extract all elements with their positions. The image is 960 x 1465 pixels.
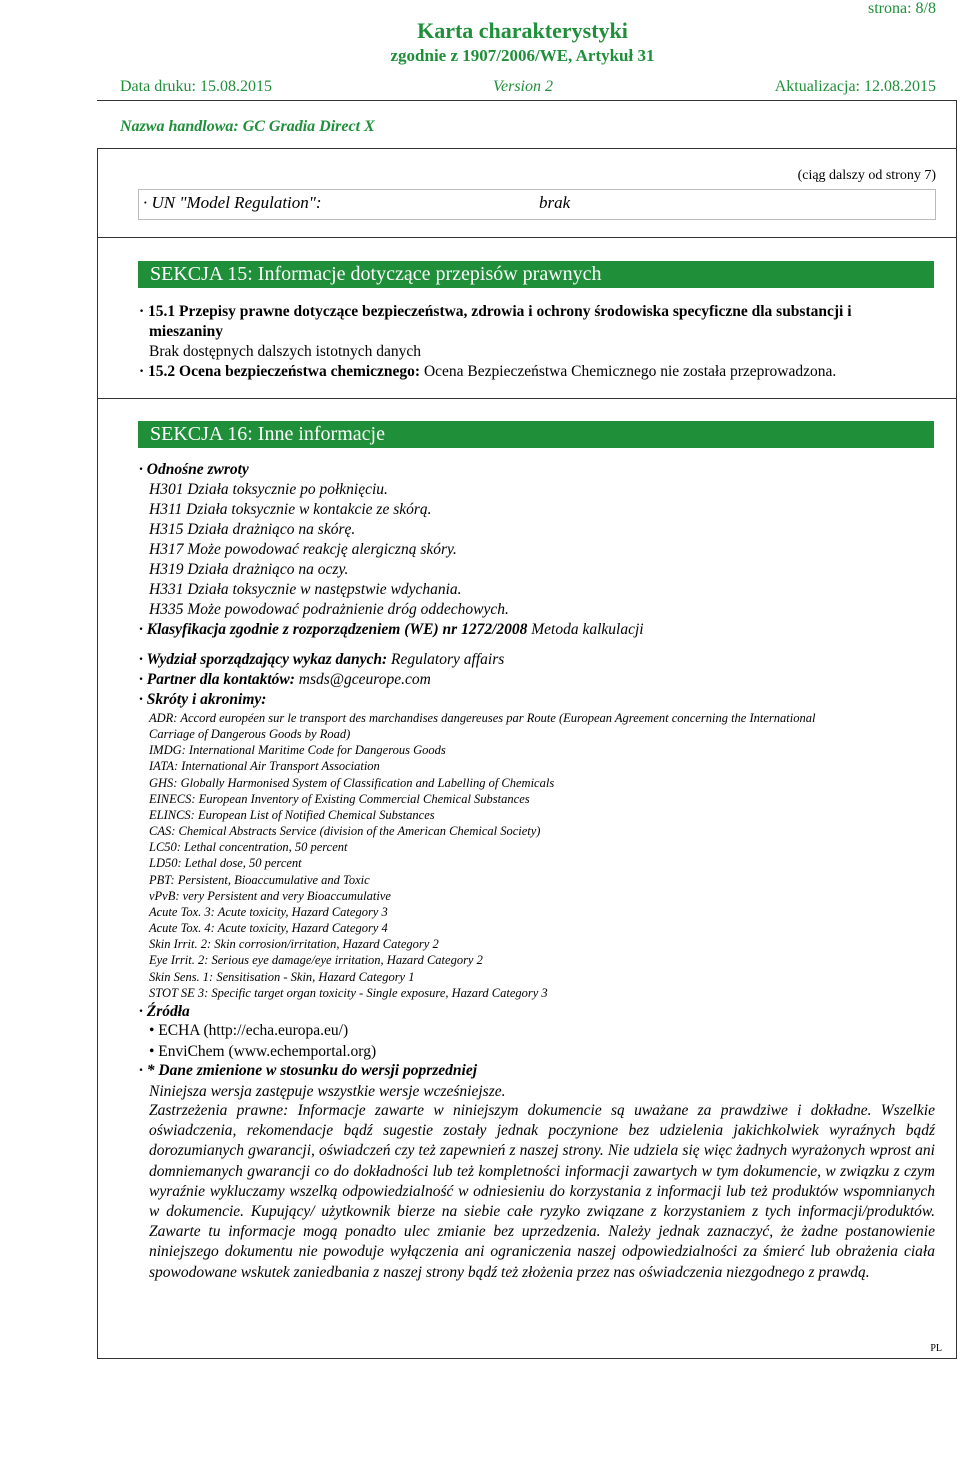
s15-line-1: · 15.1 Przepisy prawne dotyczące bezpieczeństwa, zdrowia i ochrony środowiska specyficzne dla substancji i [139,303,852,320]
abbr-stot-se: STOT SE 3: Specific target organ toxicity - Single exposure, Hazard Category 3 [149,986,548,1000]
abbr-imdg: IMDG: International Maritime Code for Dangerous Goods [149,743,446,757]
abbr-elincs: ELINCS: European List of Notified Chemical Substances [149,808,435,822]
classification-label: · Klasyfikacja zgodnie z rozporządzeniem (WE) nr 1272/2008 [139,621,528,638]
s15-csa-label: · 15.2 Ocena bezpieczeństwa chemicznego: [139,363,421,380]
sources-label: · Źródła [139,1003,190,1020]
contact-line [139,670,431,690]
s15-line-4 [139,362,836,382]
header-rule [97,100,957,101]
abbr-acute-tox-4: Acute Tox. 4: Acute toxicity, Hazard Category 4 [149,921,388,935]
abbr-ghs: GHS: Globally Harmonised System of Classification and Labelling of Chemicals [149,776,555,790]
abbr-adr-1: ADR: Accord européen sur le transport des marchandises dangereuses par Route (European Agreement concerning the International [149,711,816,725]
abbr-label: · Skróty i akronimy: [139,691,267,708]
s15-line-3: Brak dostępnych dalszych istotnych danych [149,343,422,360]
version-label: Version 2 [493,78,553,95]
abbr-skin-irrit: Skin Irrit. 2: Skin corrosion/irritation, Hazard Category 2 [149,937,439,951]
dept-label: · Wydział sporządzający wykaz danych: [139,651,388,668]
contact-email: msds@gceurope.com [294,671,431,688]
disclaimer-paragraph: Zastrzeżenia prawne: Informacje zawarte w niniejszym dokumencie są uważane za prawdziwe i dokładne. Wszelkie oświadczenia, rekomendacje bądź sugestie zostały jednak poczynione bez udzielenia jakichkolwiek wyraźnych bądź dorozumianych gwarancji, oświadczeń czy też zapewnień z naszej strony. Nie udziela się więc żadnych wyrażonych wprost ani domniemanych gwarancji co do dokładności lub też kompletności informacji zawartych w tym dokumencie, w związku z czym wyraźnie wykluczamy wszelką odpowiedzialność w odniesieniu do korzystania z informacji lub też produktów wspomnianych w dokumencie. Kupujący/ użytkownik bierze na siebie całe ryzyko związane z korzystaniem z tych informacji/produktów. Zawarte tu informacje mogą ponadto ulec zmianie bez uprzedzenia. Należy jednak zaznaczyć, że żadne postanowienie niniejszego dokumentu nie powoduje wyłączenia ani ograniczenia naszej odpowiedzialności za śmierć lub obrażenia ciała spowodowane wskutek zaniedbania z naszej strony bądź też złożenia przez nas oświadczenia niezgodnego z prawdą. [149,1102,935,1281]
abbr-iata: IATA: International Air Transport Association [149,759,380,773]
document-subtitle: zgodnie z 1907/2006/WE, Artykuł 31 [390,46,655,65]
phrase-h317: H317 Może powodować reakcję alergiczną skóry. [149,541,457,558]
phrase-h315: H315 Działa drażniąco na skórę. [149,521,356,538]
print-date: Data druku: 15.08.2015 [120,78,272,95]
source-envichem: • EnviChem (www.echemportal.org) [149,1043,377,1060]
changes-label: · * Dane zmienione w stosunku do wersji poprzedniej [139,1062,478,1079]
changes-value: Niniejsza wersja zastępuje wszystkie wersje wcześniejsze. [149,1083,506,1100]
abbr-eye-irrit: Eye Irrit. 2: Serious eye damage/eye irritation, Hazard Category 2 [149,953,483,967]
right-margin-line [956,100,957,1358]
phrases-label: · Odnośne zwroty [139,461,249,478]
document-title: Karta charakterystyki [417,18,628,43]
page-number: strona: 8/8 [868,0,936,17]
continued-note: (ciąg dalszy od strony 7) [797,168,936,183]
dept-line [139,650,504,670]
un-model-value: brak [539,193,571,212]
footer-rule [97,1358,957,1359]
abbr-ld50: LD50: Lethal dose, 50 percent [149,856,302,870]
dept-value: Regulatory affairs [387,651,505,668]
abbr-vpvb: vPvB: very Persistent and very Bioaccumulative [149,889,391,903]
source-echa: • ECHA (http://echa.europa.eu/) [149,1022,349,1039]
language-tag: PL [930,1343,942,1354]
abbr-skin-sens: Skin Sens. 1: Sensitisation - Skin, Hazard Category 1 [149,970,415,984]
section-15-heading: SEKCJA 15: Informacje dotyczące przepisów prawnych [138,261,934,288]
phrase-h331: H331 Działa toksycznie w następstwie wdychania. [149,581,462,598]
classification-value: Metoda kalkulacji [527,621,644,638]
abbr-acute-tox-3: Acute Tox. 3: Acute toxicity, Hazard Category 3 [149,905,388,919]
trade-name: Nazwa handlowa: GC Gradia Direct X [120,118,375,135]
phrase-h301: H301 Działa toksycznie po połknięciu. [149,481,388,498]
update-date: Aktualizacja: 12.08.2015 [774,78,936,95]
section-16-heading: SEKCJA 16: Inne informacje [138,421,934,448]
phrase-h319: H319 Działa drażniąco na oczy. [149,561,349,578]
phrase-h335: H335 Może powodować podrażnienie dróg oddechowych. [149,601,509,618]
section-rule-1 [97,237,957,238]
abbr-pbt: PBT: Persistent, Bioaccumulative and Toxic [149,873,370,887]
contact-label: · Partner dla kontaktów: [139,671,295,688]
s15-csa-value: Ocena Bezpieczeństwa Chemicznego nie została przeprowadzona. [420,363,837,380]
abbr-lc50: LC50: Lethal concentration, 50 percent [149,840,348,854]
un-model-label: · UN "Model Regulation": [143,193,322,212]
abbr-adr-2: Carriage of Dangerous Goods by Road) [149,727,351,741]
section-rule-2 [97,398,957,399]
phrase-h311: H311 Działa toksycznie w kontakcie ze skórą. [149,501,432,518]
left-margin-line [97,148,98,1358]
abbr-einecs: EINECS: European Inventory of Existing Commercial Chemical Substances [149,792,530,806]
trade-name-rule [97,148,957,149]
s15-line-2: mieszaniny [149,323,224,340]
abbr-cas: CAS: Chemical Abstracts Service (division of the American Chemical Society) [149,824,541,838]
classification-line [139,620,644,640]
